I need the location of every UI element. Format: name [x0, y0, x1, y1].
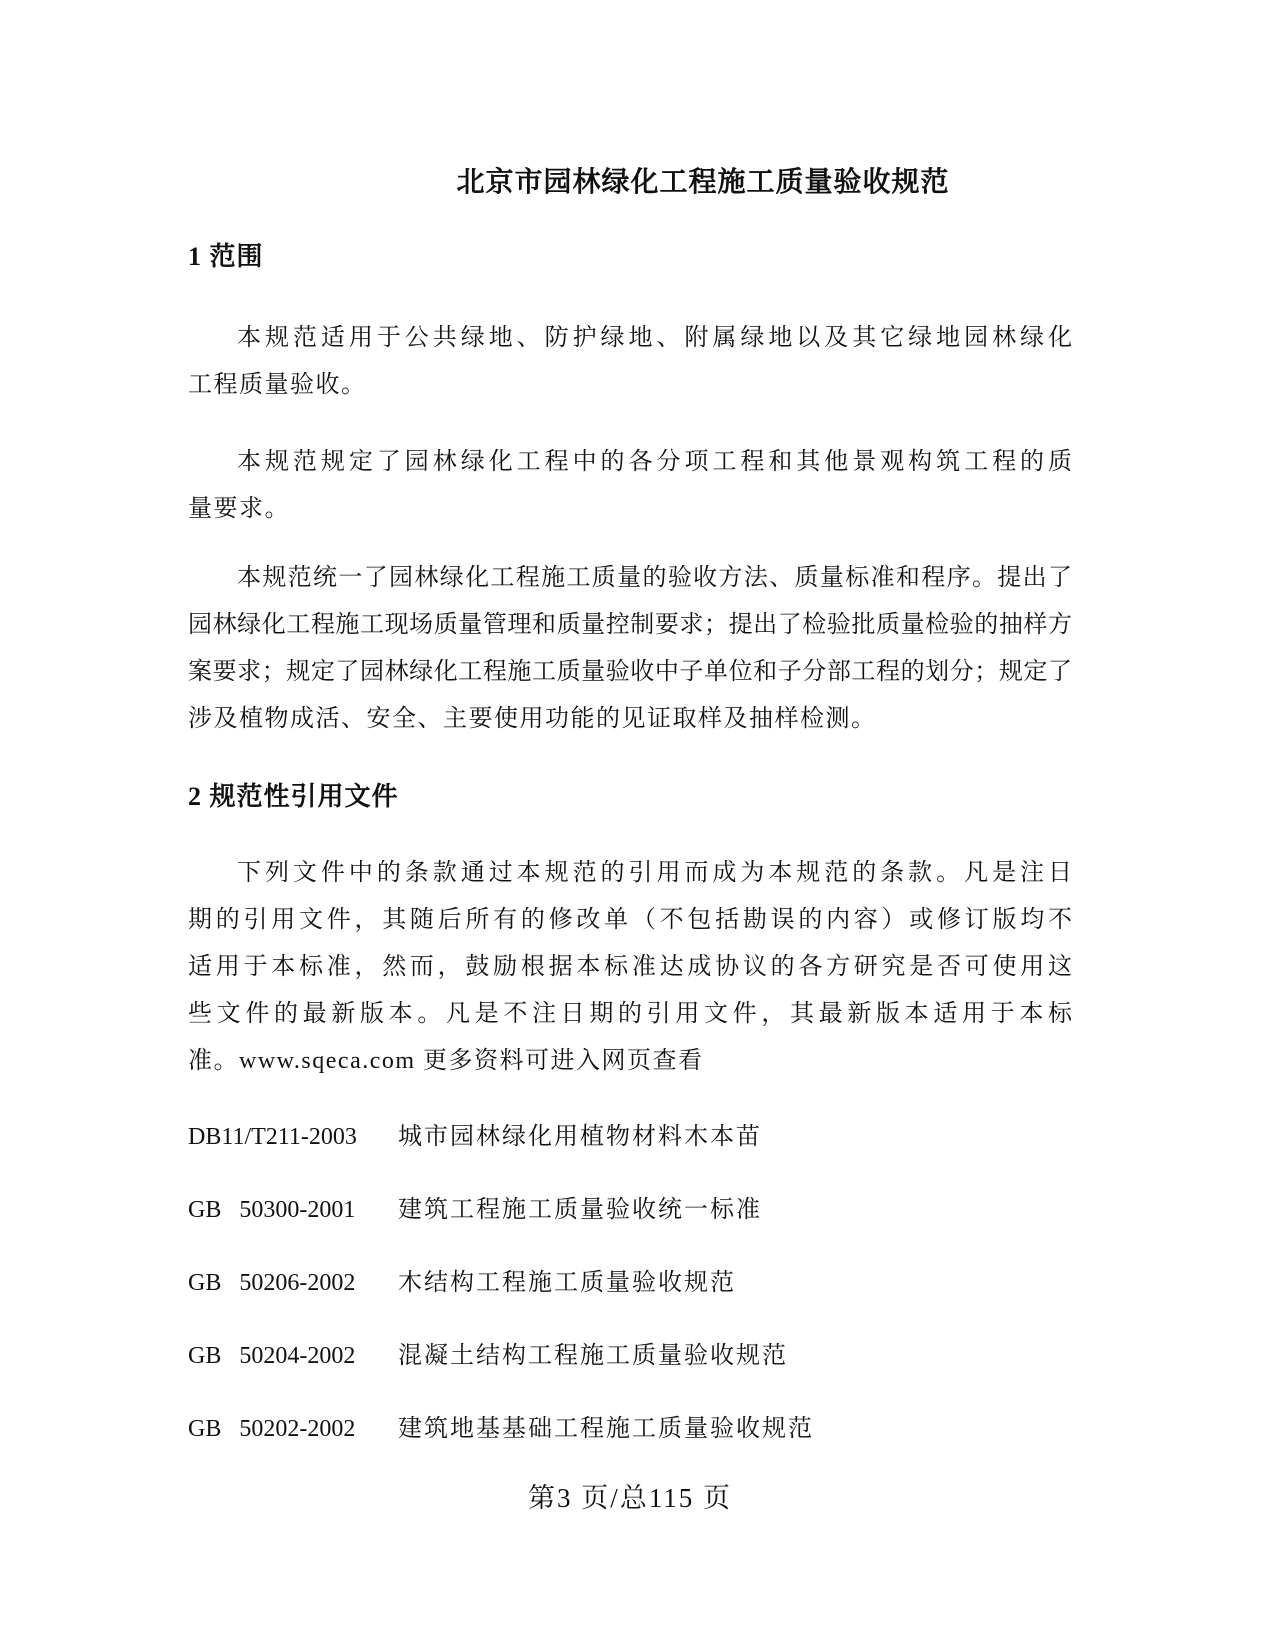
reference-item: [188, 1260, 1072, 1307]
paragraph-line: 适用于本标准，然而，鼓励根据本标准达成协议的各方研究是否可使用这: [188, 954, 1072, 980]
paragraph-line: 园林绿化工程施工现场质量管理和质量控制要求；提出了检验批质量检验的抽样方: [188, 612, 1072, 638]
reference-item: [188, 1114, 1072, 1161]
paragraph-scope-3: [188, 555, 1072, 743]
reference-item: [188, 1333, 1072, 1380]
section-2-heading: 2 规范性引用文件: [188, 782, 399, 811]
reference-code: GB 50202-2002: [188, 1416, 356, 1442]
reference-name: 混凝土结构工程施工质量验收规范: [398, 1343, 788, 1369]
reference-code: GB 50206-2002: [188, 1270, 356, 1296]
paragraph-scope-2: [188, 439, 1072, 533]
paragraph-line: 准。www.sqeca.com 更多资料可进入网页查看: [188, 1048, 704, 1074]
reference-item: [188, 1406, 1072, 1453]
paragraph-line: 案要求；规定了园林绿化工程施工质量验收中子单位和子分部工程的划分；规定了: [188, 659, 1072, 685]
page-number-footer: 第3 页/总115 页: [528, 1483, 732, 1513]
reference-code: DB11/T211-2003: [188, 1124, 357, 1150]
reference-name: 建筑工程施工质量验收统一标准: [398, 1197, 762, 1223]
paragraph-line: 本规范适用于公共绿地、防护绿地、附属绿地以及其它绿地园林绿化: [237, 325, 1072, 351]
paragraph-normative-refs: [188, 850, 1072, 1085]
paragraph-line: 期的引用文件，其随后所有的修改单（不包括勘误的内容）或修订版均不: [188, 907, 1072, 933]
paragraph-line: 本规范统一了园林绿化工程施工质量的验收方法、质量标准和程序。提出了: [237, 565, 1072, 591]
reference-code: GB 50204-2002: [188, 1343, 356, 1369]
reference-list: [188, 1114, 1072, 1453]
paragraph-line: 涉及植物成活、安全、主要使用功能的见证取样及抽样检测。: [188, 706, 877, 732]
reference-name: 建筑地基基础工程施工质量验收规范: [398, 1416, 814, 1442]
paragraph-line: 下列文件中的条款通过本规范的引用而成为本规范的条款。凡是注日: [237, 860, 1072, 886]
paragraph-line: 量要求。: [188, 496, 290, 522]
reference-item: [188, 1187, 1072, 1234]
paragraph-line: 些文件的最新版本。凡是不注日期的引用文件，其最新版本适用于本标: [188, 1001, 1072, 1027]
reference-name: 城市园林绿化用植物材料木本苗: [398, 1124, 762, 1150]
reference-code: GB 50300-2001: [188, 1197, 356, 1223]
paragraph-line: 工程质量验收。: [188, 372, 367, 398]
section-1-heading: 1 范围: [188, 242, 264, 271]
paragraph-line: 本规范规定了园林绿化工程中的各分项工程和其他景观构筑工程的质: [237, 449, 1072, 475]
paragraph-scope-1: [188, 315, 1072, 409]
reference-name: 木结构工程施工质量验收规范: [398, 1270, 736, 1296]
document-title: 北京市园林绿化工程施工质量验收规范: [456, 167, 950, 198]
